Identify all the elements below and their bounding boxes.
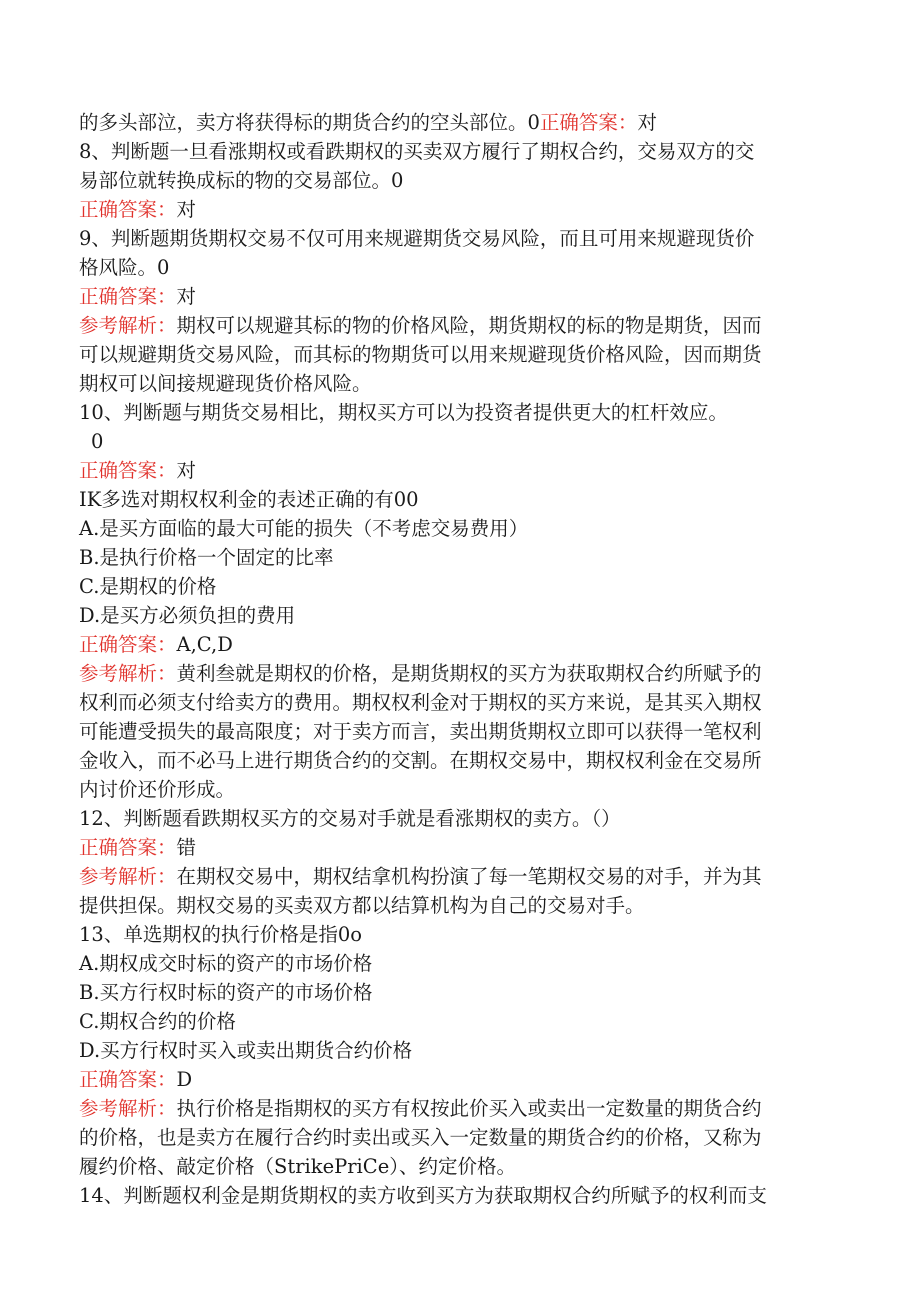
option-text: D.买方行权时买入或卖出期货合约价格 xyxy=(79,1039,413,1062)
option-text: A.期权成交时标的资产的市场价格 xyxy=(79,952,373,975)
question-text: 0 xyxy=(91,430,104,453)
question-text: 9、判断题期货期权交易不仅可用来规避期货交易风险，而且可用来规避现货价 xyxy=(79,227,755,250)
explanation-label: 参考解析： xyxy=(79,1097,177,1120)
answer-value: 对 xyxy=(176,285,197,308)
text-line xyxy=(79,427,845,456)
answer-value: D xyxy=(176,1068,193,1091)
text-line xyxy=(79,166,845,195)
question-text: 13、单选期权的执行价格是指0o xyxy=(79,923,362,946)
explanation-text: 执行价格是指期权的买方有权按此价买入或卖出一定数量的期货合约 xyxy=(176,1097,762,1120)
question-10 xyxy=(79,398,845,427)
explanation-text: 期权可以间接规避现货价格风险。 xyxy=(79,372,372,395)
explanation-label: 参考解析： xyxy=(79,662,177,685)
question-text: 格风险。0 xyxy=(79,256,170,279)
explanation-line xyxy=(79,1094,845,1123)
option-text: C.期权合约的价格 xyxy=(79,1010,236,1033)
question-text: 14、判断题权利金是期货期权的卖方收到买方为获取期权合约所赋予的权利而支 xyxy=(79,1184,767,1207)
answer-value: 对 xyxy=(176,459,197,482)
explanation-line xyxy=(79,1152,845,1181)
explanation-text: 的价格，也是卖方在履行合约时卖出或买入一定数量的期货合约的价格，又称为 xyxy=(79,1126,762,1149)
text-line xyxy=(79,108,845,137)
question-text: 10、判断题与期货交易相比，期权买方可以为投资者提供更大的杠杆效应。 xyxy=(79,401,728,424)
explanation-line xyxy=(79,1123,845,1152)
option-text: B.买方行权时标的资产的市场价格 xyxy=(79,981,373,1004)
answer-label: 正确答案： xyxy=(79,198,177,221)
explanation-text: 权利而必须支付给卖方的费用。期权权利金对于期权的买方来说，是其买入期权 xyxy=(79,691,762,714)
question-text: 12、判断题看跌期权买方的交易对手就是看涨期权的卖方。（） xyxy=(79,807,621,830)
explanation-label: 参考解析： xyxy=(79,865,177,888)
answer-value: 对 xyxy=(637,111,657,134)
answer-label: 正确答案： xyxy=(79,459,177,482)
explanation-text: 可以规避期货交易风险，而其标的物期货可以用来规避现货价格风险，因而期货 xyxy=(79,343,762,366)
explanation-line xyxy=(79,688,845,717)
explanation-text: 可能遭受损失的最高限度；对于卖方而言，卖出期货期权立即可以获得一笔权利 xyxy=(79,720,762,743)
explanation-line xyxy=(79,862,845,891)
answer-line xyxy=(79,282,845,311)
option-c xyxy=(79,1007,845,1036)
question-text: 8、判断题一旦看涨期权或看跌期权的买卖双方履行了期权合约，交易双方的交 xyxy=(79,140,755,163)
question-8 xyxy=(79,137,845,166)
text-line xyxy=(79,253,845,282)
option-text: B.是执行价格一个固定的比率 xyxy=(79,546,334,569)
explanation-line xyxy=(79,659,845,688)
question-11 xyxy=(79,485,845,514)
answer-value: A,C,D xyxy=(176,633,233,656)
question-text: 易部位就转换成标的物的交易部位。0 xyxy=(79,169,404,192)
option-c xyxy=(79,572,845,601)
answer-label: 正确答案： xyxy=(79,836,177,859)
answer-line xyxy=(79,833,845,862)
text-line-content: 的多头部泣，卖方将获得标的期货合约的空头部位。0 xyxy=(79,111,540,134)
explanation-line xyxy=(79,369,845,398)
answer-label: 正确答案： xyxy=(79,633,177,656)
explanation-text: 内讨价还价形成。 xyxy=(79,778,236,801)
explanation-text: 期权可以规避其标的物的价格风险，期货期权的标的物是期货，因而 xyxy=(176,314,762,337)
question-14 xyxy=(79,1181,845,1210)
answer-value: 对 xyxy=(176,198,197,221)
option-d xyxy=(79,1036,845,1065)
answer-line xyxy=(79,195,845,224)
document-body xyxy=(79,108,845,1210)
explanation-line xyxy=(79,717,845,746)
answer-label: 正确答案： xyxy=(79,285,177,308)
answer-label: 正确答案： xyxy=(539,111,638,134)
explanation-text: 黄利叁就是期权的价格，是期货期权的买方为获取期权合约所赋予的 xyxy=(176,662,762,685)
explanation-line xyxy=(79,340,845,369)
option-text: D.是买方必须负担的费用 xyxy=(79,604,296,627)
explanation-label: 参考解析： xyxy=(79,314,177,337)
answer-line xyxy=(79,1065,845,1094)
option-d xyxy=(79,601,845,630)
answer-label: 正确答案： xyxy=(79,1068,177,1091)
answer-line xyxy=(79,630,845,659)
explanation-line xyxy=(79,775,845,804)
explanation-text: 提供担保。期权交易的买卖双方都以结算机构为自己的交易对手。 xyxy=(79,894,645,917)
option-b xyxy=(79,543,845,572)
question-9 xyxy=(79,224,845,253)
question-13 xyxy=(79,920,845,949)
option-text: A.是买方面临的最大可能的损失（不考虑交易费用） xyxy=(79,517,529,540)
option-text: C.是期权的价格 xyxy=(79,575,217,598)
option-a xyxy=(79,949,845,978)
question-12 xyxy=(79,804,845,833)
answer-line xyxy=(79,456,845,485)
answer-value: 错 xyxy=(176,836,197,859)
explanation-text: 金收入，而不必马上进行期货合约的交割。在期权交易中，期权权利金在交易所 xyxy=(79,749,762,772)
option-b xyxy=(79,978,845,1007)
explanation-line xyxy=(79,746,845,775)
explanation-text: 履约价格、敲定价格（StrikePriCe）、约定价格。 xyxy=(79,1155,516,1178)
explanation-line xyxy=(79,891,845,920)
question-text: IK多选对期权权利金的表述正确的有00 xyxy=(79,488,419,511)
option-a xyxy=(79,514,845,543)
explanation-line xyxy=(79,311,845,340)
explanation-text: 在期权交易中，期权结拿机构扮演了每一笔期权交易的对手，并为其 xyxy=(176,865,762,888)
